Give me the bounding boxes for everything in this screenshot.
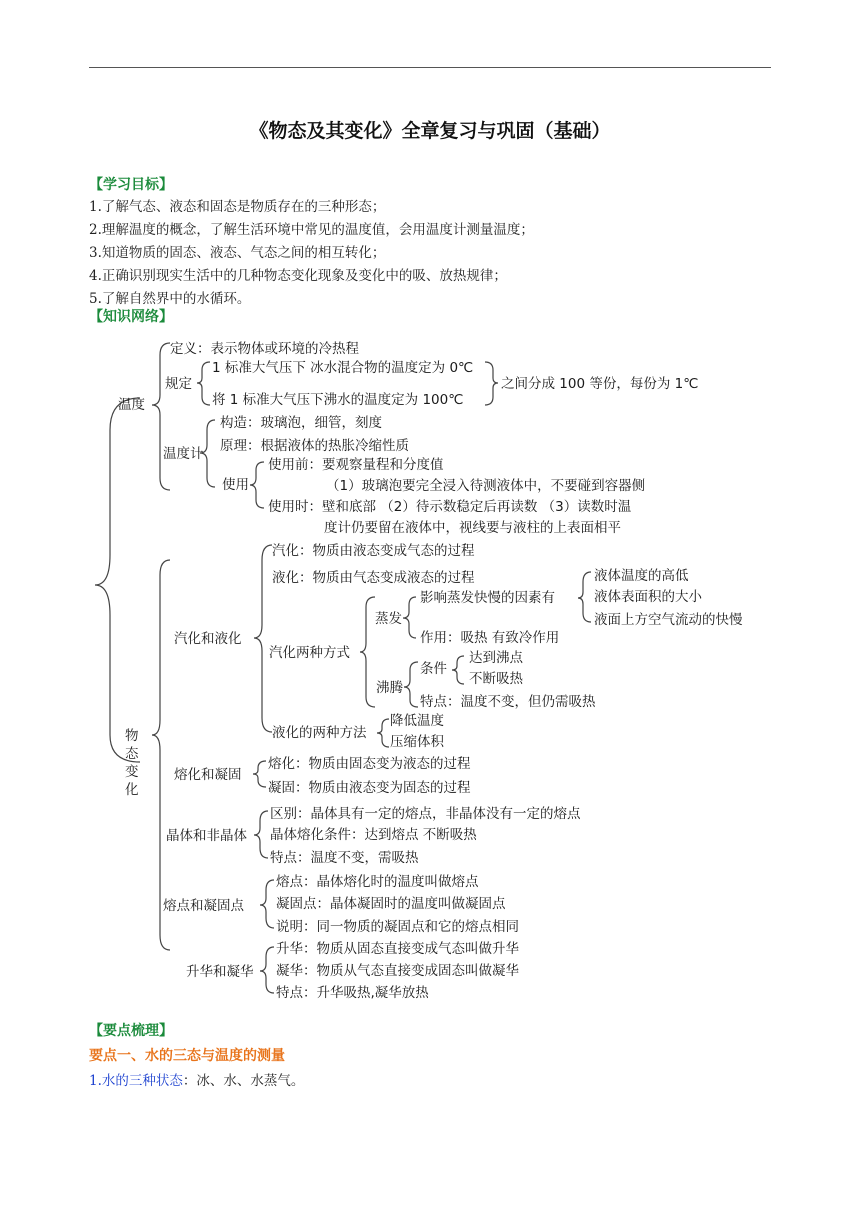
node-rongdian-def: 熔点：晶体熔化时的温度叫做熔点: [276, 874, 479, 890]
node-factor1: 液体温度的高低: [594, 568, 689, 584]
keypoint1-item: [89, 1069, 304, 1089]
node-ronghua-ninggu: 熔化和凝固: [174, 767, 242, 783]
keypoint1-title: 要点一、水的三态与温度的测量: [89, 1048, 285, 1064]
node-definition: 定义：表示物体或环境的冷热程: [170, 341, 359, 357]
node-yehua-ways: 液化的两种方法: [272, 725, 367, 741]
tiaojian-brace: [452, 656, 464, 684]
node-zhengfa-effect: 作用：吸热 有致冷作用: [420, 630, 560, 646]
node-rule1: 1 标准大气压下 冰水混合物的温度定为 0℃: [212, 360, 474, 376]
node-yehua-def: 液化：物质由气态变成液态的过程: [272, 570, 475, 586]
objectives-heading: 【学习目标】: [89, 177, 173, 193]
node-wutai-2: 态: [125, 746, 139, 762]
node-zhengfa: 蒸发: [375, 611, 402, 627]
shenghua-brace: [260, 947, 274, 993]
node-factor3: 液面上方空气流动的快慢: [594, 612, 743, 628]
node-cond2: 不断吸热: [469, 671, 523, 687]
network-heading: 【知识网络】: [89, 309, 173, 325]
node-shuoming: 说明：同一物质的凝固点和它的熔点相同: [276, 919, 519, 935]
wendu-brace: [152, 343, 170, 490]
node-ningudian-def: 凝固点：晶体凝固时的温度叫做凝固点: [276, 896, 506, 912]
node-rule-result: 之间分成 100 等份，每份为 1℃: [501, 376, 699, 392]
node-qihua-yehua: 汽化和液化: [174, 631, 242, 647]
node-feiteng: 沸腾: [376, 680, 403, 696]
ronghua-brace: [253, 761, 266, 787]
yehua-ways-brace: [377, 719, 389, 747]
node-factors: 影响蒸发快慢的因素有: [420, 590, 555, 606]
node-rule2: 将 1 标准大气压下沸水的温度定为 100℃: [212, 392, 464, 408]
node-jingti: 晶体和非晶体: [166, 828, 247, 844]
node-shenghua-def: 升华：物质从固态直接变成气态叫做升华: [276, 941, 519, 957]
node-qubie: 区别：晶体具有一定的熔点，非晶体没有一定的熔点: [270, 806, 581, 822]
node-wutai-1: 物: [125, 728, 139, 744]
node-rongdian: 熔点和凝固点: [163, 898, 244, 914]
keypoint1-item-text: ：冰、水、水蒸气。: [182, 1073, 305, 1089]
shiyong-brace: [250, 462, 264, 508]
objective-item: 5.了解自然界中的水循环。: [89, 291, 251, 307]
node-way2: 压缩体积: [390, 734, 444, 750]
node-jt-condition: 晶体熔化条件：达到熔点 不断吸热: [270, 827, 477, 843]
node-jt-feature: 特点：温度不变，需吸热: [270, 850, 419, 866]
node-feiteng-feature: 特点：温度不变，但仍需吸热: [420, 694, 596, 710]
node-qihua-def: 汽化：物质由液态变成气态的过程: [272, 543, 475, 559]
node-wutai-4: 化: [125, 782, 139, 798]
node-use-cont: 度计仍要留在液体中，视线要与液柱的上表面相平: [324, 520, 621, 536]
root-brace: [95, 398, 140, 762]
node-two-ways: 汽化两种方式: [269, 645, 350, 661]
node-yuanli: 原理：根据液体的热胀冷缩性质: [220, 438, 409, 454]
objective-item: 4.正确识别现实生活中的几种物态变化现象及变化中的吸、放热规律；: [89, 268, 507, 284]
node-ninghua-def: 凝华：物质从气态直接变成固态叫做凝华: [276, 963, 519, 979]
factors-brace: [578, 572, 591, 622]
node-ronghua-def: 熔化：物质由固态变为液态的过程: [268, 756, 471, 772]
node-use-1: （1）玻璃泡要完全浸入待测液体中，不要碰到容器侧: [326, 478, 646, 494]
rongdian-brace: [260, 880, 274, 928]
node-sh-feature: 特点：升华吸热,凝华放热: [276, 985, 429, 1001]
objective-item: 1.了解气态、液态和固态是物质存在的三种形态；: [89, 199, 386, 215]
node-tiaojian: 条件: [420, 661, 447, 677]
objective-item: 3.知道物质的固态、液态、气态之间的相互转化；: [89, 245, 386, 261]
two-ways-brace: [360, 597, 375, 707]
node-shenghua: 升华和凝华: [186, 964, 254, 980]
node-cond1: 达到沸点: [469, 650, 523, 666]
guiding-brace: [197, 362, 210, 405]
zhengfa-brace: [403, 597, 416, 638]
objective-item: 2.理解温度的概念，了解生活环境中常见的温度值，会用温度计测量温度；: [89, 222, 534, 238]
node-use-before: 使用前：要观察量程和分度值: [268, 457, 444, 473]
node-wutai-3: 变: [125, 764, 139, 780]
jingti-brace: [254, 811, 268, 858]
feiteng-brace: [404, 662, 418, 707]
node-wendu: 温度: [118, 397, 145, 413]
node-guiding: 规定: [165, 376, 192, 392]
node-ninggu-def: 凝固：物质由液态变为固态的过程: [268, 780, 471, 796]
rule-brace: [485, 362, 498, 405]
node-use-during: 使用时：壁和底部 （2）待示数稳定后再读数 （3）读数时温: [268, 499, 632, 515]
node-wenduji: 温度计: [163, 446, 204, 462]
wutai-brace: [152, 560, 170, 950]
qihua-brace: [254, 545, 272, 732]
keypoints-heading: 【要点梳理】: [89, 1023, 173, 1039]
node-factor2: 液体表面积的大小: [594, 589, 702, 605]
node-way1: 降低温度: [390, 713, 444, 729]
keypoint1-item-label: 1.水的三种状态: [89, 1073, 183, 1089]
node-shiyong: 使用: [222, 477, 249, 493]
node-gouzao: 构造：玻璃泡，细管，刻度: [220, 415, 382, 431]
page-title: 《物态及其变化》全章复习与巩固（基础）: [249, 120, 611, 142]
